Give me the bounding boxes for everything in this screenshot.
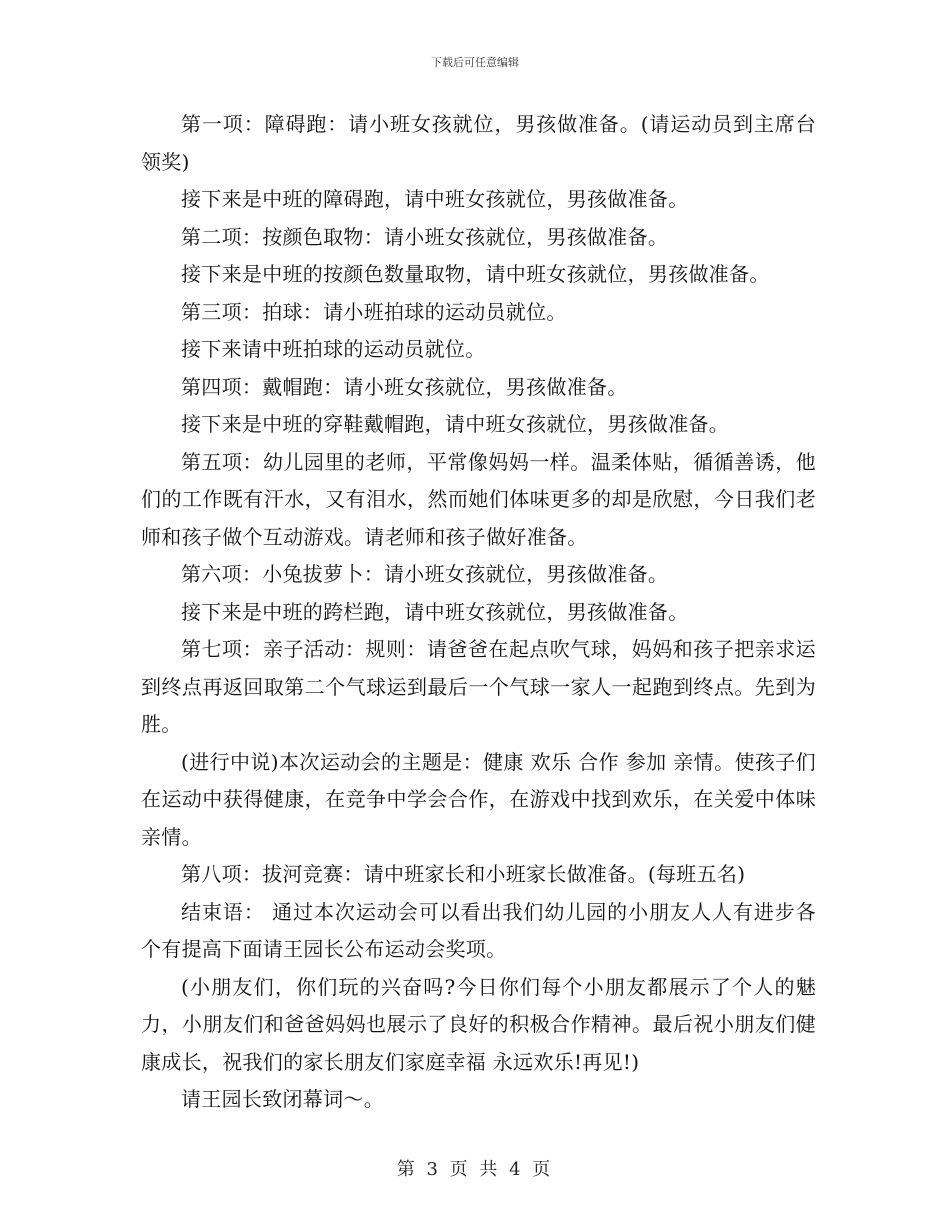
paragraph: 第七项：亲子活动：规则：请爸爸在起点吹气球，妈妈和孩子把亲求运到终点再返回取第二个气球运到最后一个气球一家人一起跑到终点。先到为胜。 bbox=[141, 637, 816, 736]
page-number-footer: 第 3 页 共 4 页 bbox=[396, 1159, 554, 1180]
paragraph: 第一项：障碍跑：请小班女孩就位，男孩做准备。(请运动员到主席台领奖) bbox=[141, 112, 816, 174]
paragraph: 接下来是中班的跨栏跑，请中班女孩就位，男孩做准备。 bbox=[181, 599, 689, 624]
paragraph: 接下来是中班的障碍跑，请中班女孩就位，男孩做准备。 bbox=[181, 187, 689, 211]
paragraph: (进行中说)本次运动会的主题是：健康 欢乐 合作 参加 亲情。使孩子们在运动中获得健康，在竞争中学会合作，在游戏中找到欢乐，在关爱中体味亲情。 bbox=[141, 749, 816, 849]
paragraph: 接下来是中班的按颜色数量取物，请中班女孩就位，男孩做准备。 bbox=[181, 262, 770, 286]
paragraph: 结束语： 通过本次运动会可以看出我们幼儿园的小朋友人人有进步各个有提高下面请王园长公布运动会奖项。 bbox=[141, 899, 816, 961]
paragraph: 第八项：拔河竞赛：请中班家长和小班家长做准备。(每班五名) bbox=[181, 862, 746, 886]
paragraph: (小朋友们，你们玩的兴奋吗?今日你们每个小朋友都展示了个人的魅力，小朋友们和爸爸妈妈也展示了良好的积极合作精神。最后祝小朋友们健康成长，祝我们的家长朋友们家庭幸福 永远欢乐!再见!) bbox=[141, 974, 816, 1074]
paragraph: 第三项：拍球：请小班拍球的运动员就位。 bbox=[181, 299, 567, 324]
paragraph: 接下来请中班拍球的运动员就位。 bbox=[181, 337, 486, 361]
document-body bbox=[141, 106, 816, 1119]
paragraph: 第六项：小兔拔萝卜：请小班女孩就位，男孩做准备。 bbox=[181, 562, 669, 586]
paragraph: 第五项：幼儿园里的老师，平常像妈妈一样。温柔体贴，循循善诱，他们的工作既有汗水，又有泪水，然而她们体味更多的却是欣慰，今日我们老师和孩子做个互动游戏。请老师和孩子做好准备。 bbox=[141, 449, 816, 549]
paragraph: 接下来是中班的穿鞋戴帽跑，请中班女孩就位，男孩做准备。 bbox=[181, 412, 730, 436]
paragraph: 请王园长致闭幕词～。 bbox=[181, 1087, 384, 1111]
paragraph: 第四项：戴帽跑：请小班女孩就位，男孩做准备。 bbox=[181, 374, 628, 399]
page-header: 下载后可任意编辑 bbox=[431, 56, 519, 69]
paragraph: 第二项：按颜色取物：请小班女孩就位，男孩做准备。 bbox=[181, 224, 669, 249]
